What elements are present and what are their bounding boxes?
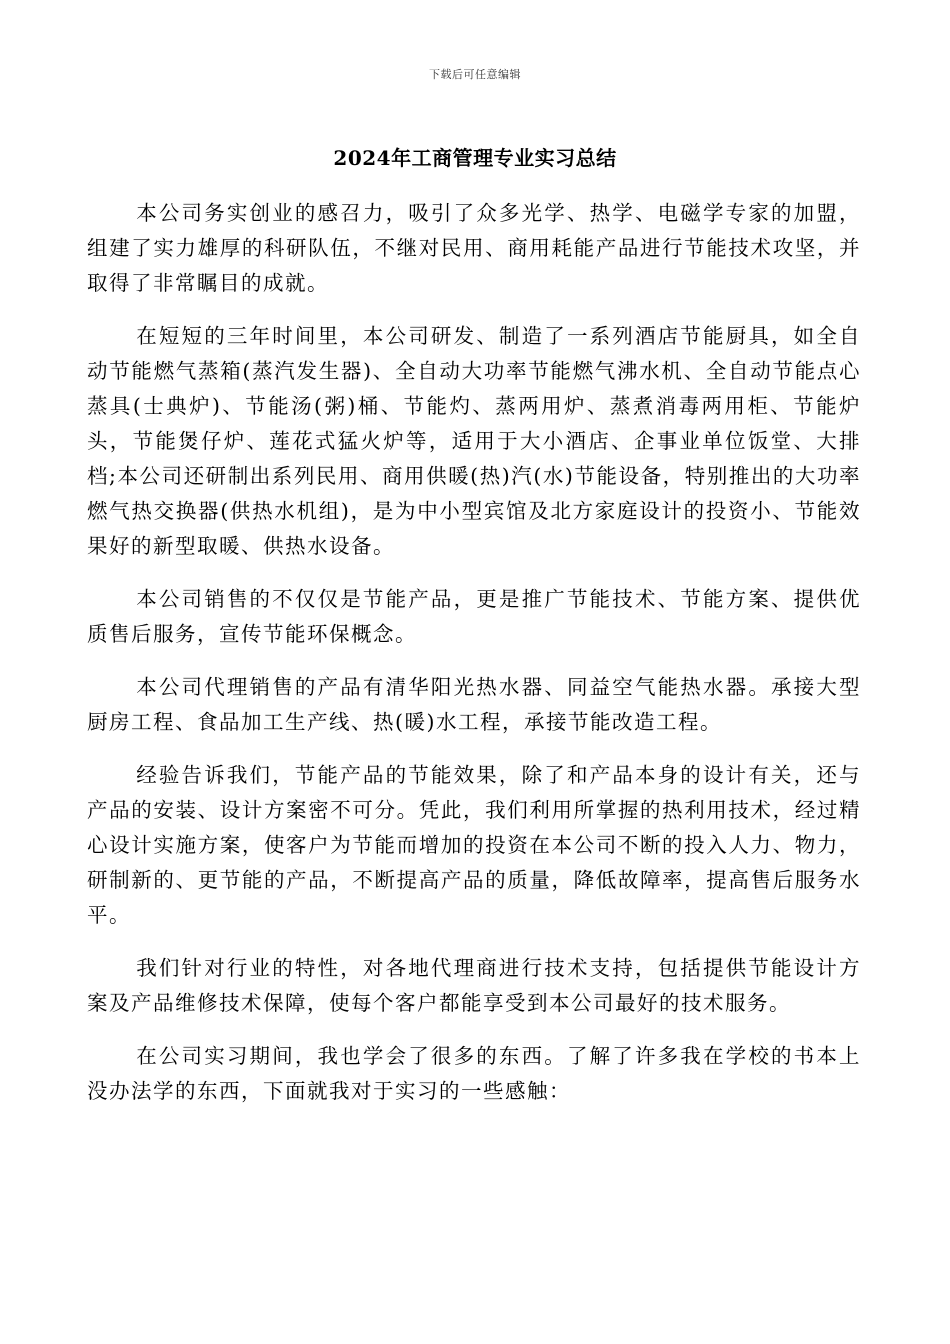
paragraph: 经验告诉我们，节能产品的节能效果，除了和产品本身的设计有关，还与产品的安装、设计方案密不可分。凭此，我们利用所掌握的热利用技术，经过精心设计实施方案，使客户为节能而增加的投资在本公司不断的投入人力、物力，研制新的、更节能的产品，不断提高产品的质量，降低故障率，提高售后服务水平。: [87, 763, 861, 927]
paragraph: 在短短的三年时间里，本公司研发、制造了一系列酒店节能厨具，如全自动节能燃气蒸箱(蒸汽发生器)、全自动大功率节能燃气沸水机、全自动节能点心蒸具(士典炉)、节能汤(粥)桶、节能灼、蒸两用炉、蒸煮消毒两用柜、节能炉头，节能煲仔炉、莲花式猛火炉等，适用于大小酒店、企事业单位饭堂、大排档;本公司还研制出系列民用、商用供暖(热)汽(水)节能设备，特别推出的大功率燃气热交换器(供热水机组)，是为中小型宾馆及北方家庭设计的投资小、节能效果好的新型取暖、供热水设备。: [87, 324, 861, 558]
paragraph: 本公司务实创业的感召力，吸引了众多光学、热学、电磁学专家的加盟，组建了实力雄厚的科研队伍，不继对民用、商用耗能产品进行节能技术攻坚，并取得了非常瞩目的成就。: [87, 201, 861, 295]
header-note: 下载后可任意编辑: [429, 68, 521, 81]
document-body: [87, 196, 861, 1127]
paragraph: 我们针对行业的特性，对各地代理商进行技术支持，包括提供节能设计方案及产品维修技术保障，使每个客户都能享受到本公司最好的技术服务。: [87, 956, 861, 1015]
document-title: 2024年工商管理专业实习总结: [333, 146, 617, 170]
paragraph: 本公司销售的不仅仅是节能产品，更是推广节能技术、节能方案、提供优质售后服务，宣传节能环保概念。: [87, 587, 861, 646]
paragraph: 在公司实习期间，我也学会了很多的东西。了解了许多我在学校的书本上没办法学的东西，下面就我对于实习的一些感触：: [87, 1044, 861, 1103]
paragraph: 本公司代理销售的产品有清华阳光热水器、同益空气能热水器。承接大型厨房工程、食品加工生产线、热(暖)水工程，承接节能改造工程。: [87, 675, 861, 734]
